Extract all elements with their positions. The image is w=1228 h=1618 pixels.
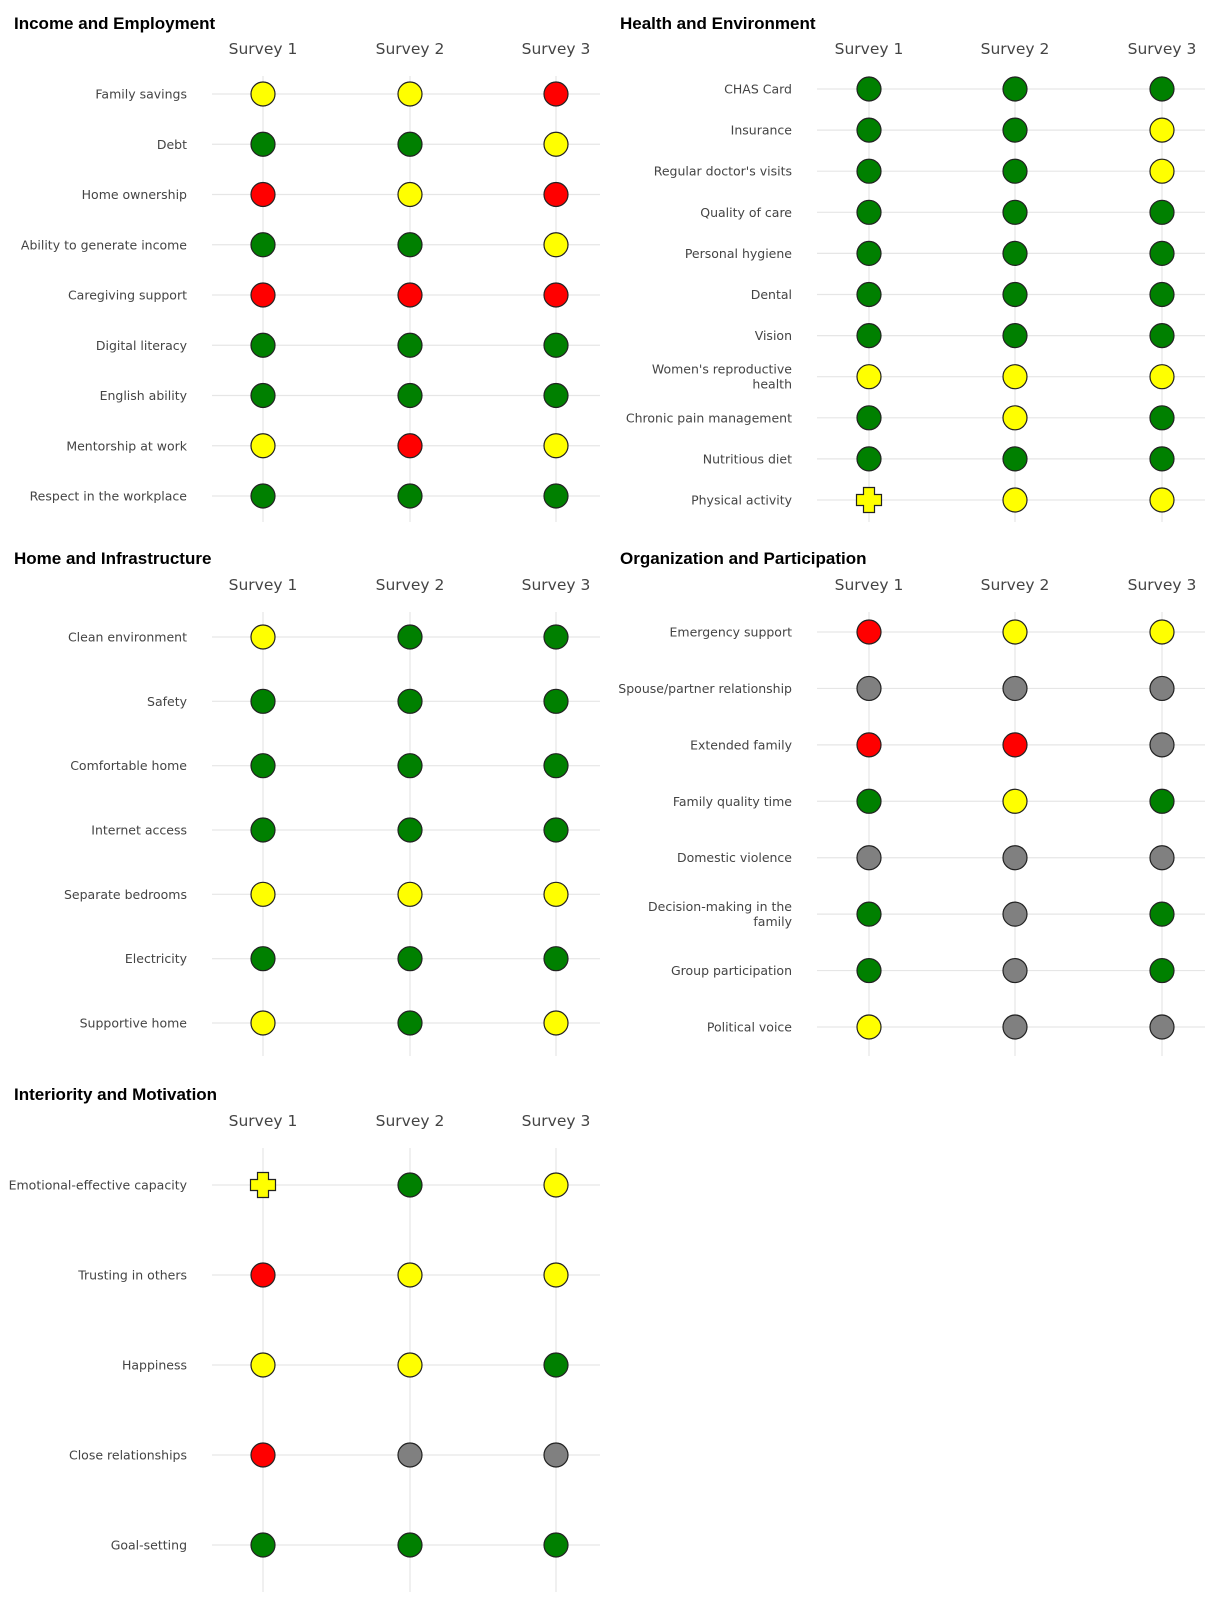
status-marker-gray xyxy=(1003,1015,1027,1039)
row-label xyxy=(626,410,792,425)
row-label-line: Family quality time xyxy=(672,793,792,809)
status-marker-green xyxy=(1150,77,1174,101)
row-label-line: Home ownership xyxy=(81,187,187,202)
column-label-survey-1: Survey 1 xyxy=(834,576,904,594)
status-marker-green xyxy=(398,625,422,649)
status-marker-red xyxy=(251,283,275,307)
row-label-line: Emergency support xyxy=(669,624,792,640)
status-marker-green xyxy=(544,947,568,971)
row-label-line: Digital literacy xyxy=(95,337,187,353)
status-marker-yellow xyxy=(857,1015,881,1039)
status-marker-green xyxy=(1003,447,1027,471)
status-marker-yellow xyxy=(1150,620,1174,644)
status-marker-green xyxy=(1150,447,1174,471)
status-marker-green xyxy=(1003,159,1027,183)
row-label-line: Domestic violence xyxy=(676,850,792,866)
status-marker-gray xyxy=(857,846,881,870)
status-marker-green xyxy=(1150,200,1174,224)
status-marker-green xyxy=(251,754,275,778)
status-marker-green xyxy=(857,118,881,142)
status-marker-green xyxy=(398,1533,422,1557)
column-label-survey-1: Survey 1 xyxy=(228,576,298,594)
row-label xyxy=(125,951,188,966)
row-label-line: Group participation xyxy=(670,963,792,979)
status-marker-yellow xyxy=(398,1353,422,1377)
status-marker-gray xyxy=(544,1443,568,1467)
row-label xyxy=(68,288,187,303)
row-label xyxy=(670,625,793,640)
status-marker-green xyxy=(857,283,881,307)
row-label-line: Women's reproductive xyxy=(651,361,792,377)
status-marker-yellow xyxy=(1003,620,1027,644)
row-label xyxy=(690,737,793,752)
panel-health-and-environment xyxy=(620,14,1205,522)
row-label xyxy=(673,794,792,809)
status-marker-gray xyxy=(398,1443,422,1467)
row-label-line: Chronic pain management xyxy=(625,410,792,426)
status-marker-green xyxy=(544,1353,568,1377)
status-marker-green xyxy=(1150,406,1174,430)
status-marker-red xyxy=(251,1263,275,1287)
row-label-line: Regular doctor's visits xyxy=(653,163,792,179)
row-label xyxy=(703,451,792,466)
status-marker-green xyxy=(857,959,881,983)
status-marker-green xyxy=(544,484,568,508)
status-marker-red xyxy=(251,183,275,207)
column-label-survey-3: Survey 3 xyxy=(521,40,591,58)
status-marker-green xyxy=(398,689,422,713)
status-marker-green xyxy=(398,1011,422,1035)
row-label xyxy=(96,338,188,353)
row-label xyxy=(82,187,187,202)
row-label-line: Family savings xyxy=(95,86,187,102)
status-marker-green xyxy=(1003,200,1027,224)
status-marker-yellow xyxy=(251,625,275,649)
row-label-line: Personal hygiene xyxy=(684,245,792,261)
status-marker-yellow xyxy=(398,82,422,106)
status-marker-green xyxy=(1150,902,1174,926)
row-label-line: Emotional-effective capacity xyxy=(8,1177,187,1193)
status-marker-green xyxy=(1003,241,1027,265)
status-marker-yellow xyxy=(1150,488,1174,512)
panel-title: Interiority and Motivation xyxy=(14,1085,218,1104)
row-label xyxy=(66,438,187,453)
row-label-line: English ability xyxy=(99,388,187,403)
row-label-line: Political voice xyxy=(706,1019,792,1035)
status-marker-green xyxy=(1150,789,1174,813)
row-label xyxy=(9,1178,188,1193)
status-marker-green xyxy=(1150,283,1174,307)
status-marker-green xyxy=(1150,324,1174,348)
status-marker-green xyxy=(857,159,881,183)
column-label-survey-2: Survey 2 xyxy=(980,576,1050,594)
panel-title: Home and Infrastructure xyxy=(14,549,212,568)
status-marker-green xyxy=(251,1533,275,1557)
status-marker-red xyxy=(1003,733,1027,757)
status-marker-gray xyxy=(1150,846,1174,870)
status-marker-red xyxy=(544,283,568,307)
panel-income-and-employment xyxy=(14,14,600,522)
status-marker-gray xyxy=(1150,733,1174,757)
status-marker-red xyxy=(398,283,422,307)
row-label-line: Dental xyxy=(750,287,792,302)
status-marker-green xyxy=(1003,118,1027,142)
row-label-line: Goal-setting xyxy=(110,1537,187,1553)
status-marker-yellow xyxy=(251,1353,275,1377)
status-marker-yellow xyxy=(251,82,275,106)
status-marker-green xyxy=(857,241,881,265)
panel-organization-and-participation xyxy=(618,549,1205,1056)
column-label-survey-2: Survey 2 xyxy=(980,40,1050,58)
status-marker-green xyxy=(398,754,422,778)
status-marker-gray xyxy=(1003,846,1027,870)
status-marker-yellow xyxy=(251,882,275,906)
row-label xyxy=(724,82,792,97)
status-marker-yellow xyxy=(544,434,568,458)
row-label xyxy=(95,87,187,102)
status-marker-green xyxy=(251,484,275,508)
row-label xyxy=(30,489,188,504)
status-marker-red xyxy=(251,1443,275,1467)
status-marker-green xyxy=(398,1173,422,1197)
status-marker-gray xyxy=(1003,676,1027,700)
status-marker-green xyxy=(857,789,881,813)
row-label xyxy=(91,823,187,838)
row-label-line: Quality of care xyxy=(700,204,792,220)
row-label xyxy=(70,758,187,773)
status-marker-green xyxy=(544,689,568,713)
row-label xyxy=(69,1448,187,1463)
row-label xyxy=(755,328,792,343)
row-label xyxy=(64,887,187,902)
row-label xyxy=(100,388,188,403)
status-marker-green xyxy=(251,333,275,357)
status-marker-gray xyxy=(1003,959,1027,983)
row-label-line: Debt xyxy=(156,136,187,152)
status-marker-yellow xyxy=(544,233,568,257)
row-label-line: Separate bedrooms xyxy=(64,886,187,902)
panel-title: Health and Environment xyxy=(620,14,816,33)
status-marker-yellow xyxy=(1003,488,1027,512)
status-marker-yellow xyxy=(857,365,881,389)
row-label xyxy=(648,899,793,929)
status-marker-green xyxy=(251,689,275,713)
row-label xyxy=(731,123,793,138)
row-label xyxy=(157,137,187,152)
row-label xyxy=(111,1538,187,1553)
status-marker-green xyxy=(398,484,422,508)
status-marker-green xyxy=(857,324,881,348)
row-label xyxy=(21,237,187,252)
status-marker-yellow xyxy=(398,183,422,207)
status-marker-red xyxy=(857,620,881,644)
row-label-line: Trusting in others xyxy=(78,1267,187,1283)
status-marker-red xyxy=(544,183,568,207)
row-label-line: Nutritious diet xyxy=(702,451,792,467)
status-marker-yellow xyxy=(1150,159,1174,183)
row-label-line: Safety xyxy=(147,693,187,709)
row-label xyxy=(77,1268,187,1283)
row-label-line: Respect in the workplace xyxy=(29,488,187,504)
row-label-line: Internet access xyxy=(91,822,187,838)
column-label-survey-3: Survey 3 xyxy=(1127,40,1197,58)
panel-title: Income and Employment xyxy=(14,14,216,33)
status-marker-green xyxy=(1003,283,1027,307)
status-marker-green xyxy=(398,384,422,408)
row-label xyxy=(68,630,187,645)
status-marker-yellow xyxy=(544,882,568,906)
status-marker-green xyxy=(251,947,275,971)
status-marker-green xyxy=(857,77,881,101)
row-label xyxy=(685,246,792,261)
row-label-line: Supportive home xyxy=(79,1015,187,1031)
column-label-survey-3: Survey 3 xyxy=(521,1112,591,1130)
row-label-line: CHAS Card xyxy=(724,81,792,97)
status-marker-green xyxy=(398,233,422,257)
row-label xyxy=(654,164,792,179)
status-marker-gray xyxy=(1150,676,1174,700)
row-label xyxy=(618,681,792,696)
row-label xyxy=(677,850,792,865)
status-marker-yellow xyxy=(251,434,275,458)
status-marker-green xyxy=(1150,241,1174,265)
status-marker-green xyxy=(1003,324,1027,348)
status-marker-green xyxy=(857,406,881,430)
column-label-survey-1: Survey 1 xyxy=(228,1112,298,1130)
status-marker-plus xyxy=(857,488,882,513)
row-label xyxy=(751,287,792,302)
status-marker-green xyxy=(398,333,422,357)
row-label xyxy=(707,1020,792,1035)
status-marker-gray xyxy=(1150,1015,1174,1039)
status-marker-green xyxy=(251,818,275,842)
row-label xyxy=(147,694,188,709)
row-label-line: Clean environment xyxy=(67,629,187,645)
row-label-line: Physical activity xyxy=(691,492,792,508)
status-marker-green xyxy=(1150,959,1174,983)
row-label-line: Caregiving support xyxy=(67,287,187,303)
status-marker-green xyxy=(251,384,275,408)
row-label-line: health xyxy=(752,376,792,392)
status-marker-green xyxy=(857,447,881,471)
row-label xyxy=(652,362,792,392)
row-label-line: Insurance xyxy=(730,122,792,138)
column-label-survey-2: Survey 2 xyxy=(375,1112,445,1130)
status-marker-red xyxy=(544,82,568,106)
status-marker-yellow xyxy=(251,1011,275,1035)
status-marker-green xyxy=(544,754,568,778)
status-marker-yellow xyxy=(544,132,568,156)
status-marker-yellow xyxy=(544,1011,568,1035)
row-label-line: Vision xyxy=(754,328,792,344)
status-marker-gray xyxy=(857,676,881,700)
status-marker-plus xyxy=(251,1173,276,1198)
status-marker-yellow xyxy=(544,1173,568,1197)
row-label-line: Mentorship at work xyxy=(66,438,187,454)
status-marker-green xyxy=(251,233,275,257)
row-label-line: Spouse/partner relationship xyxy=(618,680,792,696)
status-marker-green xyxy=(857,200,881,224)
status-marker-green xyxy=(251,132,275,156)
column-label-survey-3: Survey 3 xyxy=(521,576,591,594)
status-marker-yellow xyxy=(1150,118,1174,142)
status-marker-yellow xyxy=(1003,789,1027,813)
row-label xyxy=(122,1358,187,1373)
status-marker-green xyxy=(544,333,568,357)
status-marker-yellow xyxy=(398,882,422,906)
row-label-line: Ability to generate income xyxy=(20,237,187,253)
column-label-survey-1: Survey 1 xyxy=(228,40,298,58)
row-label xyxy=(671,963,792,978)
row-label xyxy=(700,205,792,220)
status-marker-green xyxy=(857,902,881,926)
status-marker-yellow xyxy=(1003,365,1027,389)
row-label-line: Electricity xyxy=(124,951,187,967)
status-marker-red xyxy=(857,733,881,757)
status-marker-yellow xyxy=(1003,406,1027,430)
row-label xyxy=(80,1016,188,1031)
row-label-line: family xyxy=(753,914,792,930)
status-marker-green xyxy=(398,132,422,156)
column-label-survey-2: Survey 2 xyxy=(375,576,445,594)
column-label-survey-2: Survey 2 xyxy=(375,40,445,58)
status-marker-green xyxy=(544,1533,568,1557)
row-label xyxy=(691,493,792,508)
status-marker-green xyxy=(544,625,568,649)
row-label-line: Comfortable home xyxy=(70,758,187,774)
status-marker-green xyxy=(544,818,568,842)
status-marker-green xyxy=(398,947,422,971)
status-marker-gray xyxy=(1003,902,1027,926)
row-label-line: Happiness xyxy=(121,1357,187,1373)
panel-title: Organization and Participation xyxy=(620,549,867,568)
status-marker-green xyxy=(1003,77,1027,101)
status-marker-green xyxy=(398,818,422,842)
status-marker-yellow xyxy=(1150,365,1174,389)
row-label-line: Close relationships xyxy=(68,1447,187,1463)
panel-home-and-infrastructure xyxy=(14,549,600,1056)
column-label-survey-1: Survey 1 xyxy=(834,40,904,58)
status-marker-red xyxy=(398,434,422,458)
column-label-survey-3: Survey 3 xyxy=(1127,576,1197,594)
panel-interiority-and-motivation xyxy=(9,1085,600,1592)
status-marker-yellow xyxy=(544,1263,568,1287)
status-marker-green xyxy=(544,384,568,408)
status-marker-yellow xyxy=(398,1263,422,1287)
row-label-line: Decision-making in the xyxy=(648,899,792,915)
row-label-line: Extended family xyxy=(690,737,792,753)
